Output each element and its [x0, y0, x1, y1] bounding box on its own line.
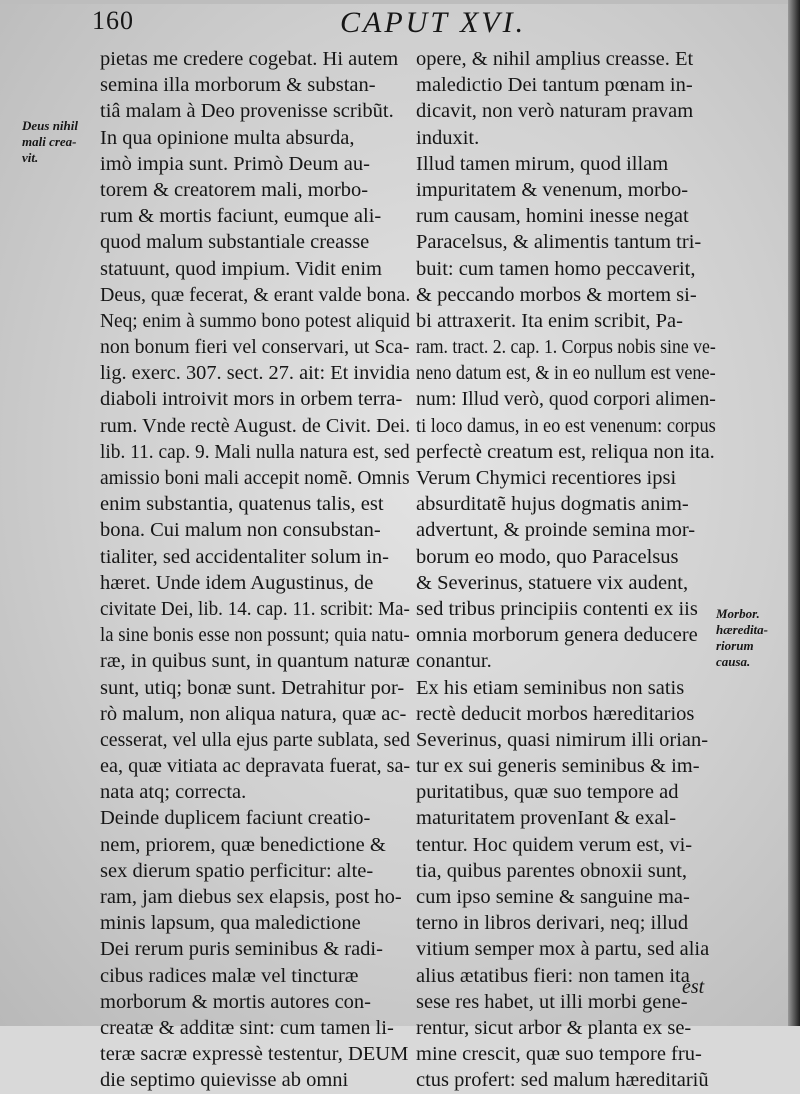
- page-binding-shadow: [788, 0, 800, 1026]
- text-line: tur ex sui generis seminibus & im-: [416, 755, 700, 778]
- catchword: est: [682, 976, 705, 998]
- text-line: ram. tract. 2. cap. 1. Corpus nobis sine ve-: [416, 336, 716, 359]
- text-line: impuritatem & venenum, morbo-: [416, 178, 689, 201]
- text-line: buit: cum tamen homo peccaverit,: [416, 257, 696, 280]
- text-line: Ex his etiam seminibus non satis: [416, 676, 685, 699]
- margin-note-right: [716, 606, 800, 670]
- text-line: puritatibus, quæ suo tempore ad: [416, 781, 679, 804]
- text-line: tia, quibus parentes obnoxii sunt,: [416, 859, 688, 882]
- text-line: cesserat, vel ulla ejus parte sublata, sed: [100, 728, 411, 751]
- text-line: num: Illud verò, quod corpori alimen-: [416, 388, 716, 411]
- text-line: enim substantia, quatenus talis, est: [100, 493, 384, 516]
- text-line: advertunt, & proinde semina mor-: [416, 519, 696, 542]
- page-number: 160: [92, 6, 134, 35]
- left-text-column: [100, 46, 410, 1094]
- text-line: vitium semper mox à partu, sed alia: [416, 938, 710, 961]
- text-line: tialiter, sed accidentaliter solum in-: [100, 545, 389, 568]
- text-line: hæret. Unde idem Augustinus, de: [100, 571, 374, 594]
- text-line: pietas me credere cogebat. Hi autem: [100, 48, 399, 70]
- text-line: omnia morborum genera deducere: [416, 624, 698, 647]
- margin-note-line: mali crea-: [22, 134, 77, 149]
- margin-note-line: vit.: [22, 150, 39, 165]
- text-line: rò malum, non aliqua natura, quæ ac-: [100, 702, 407, 725]
- text-line: la sine bonis esse non possunt; quia natu-: [100, 624, 410, 647]
- page-top-edge: [0, 0, 800, 4]
- text-line: opere, & nihil amplius creasse. Et: [416, 48, 694, 70]
- text-line: maturitatem provenIant & exal-: [416, 807, 677, 830]
- text-line: minis lapsum, qua maledictione: [100, 912, 361, 935]
- text-line: rectè deducit morbos hæreditarios: [416, 702, 695, 725]
- text-line: terno in libros derivari, neq; illud: [416, 912, 689, 935]
- text-line: Neq; enim à summo bono potest aliquid: [100, 309, 410, 332]
- text-line: ti loco damus, in eo est venenum: corpus: [416, 414, 716, 437]
- text-line: bona. Cui malum non consubstan-: [100, 519, 381, 542]
- text-line: Verum Chymici recentiores ipsi: [416, 467, 677, 489]
- text-line: diaboli introivit mors in orbem terra-: [100, 388, 403, 411]
- text-line: tentur. Hoc quidem verum est, vi-: [416, 833, 693, 856]
- text-line: rentur, sicut arbor & planta ex se-: [416, 1016, 692, 1039]
- text-line: Deus, quæ fecerat, & erant valde bona.: [100, 283, 411, 306]
- text-line: ram, jam diebus sex elapsis, post ho-: [100, 886, 402, 908]
- margin-note-line: causa.: [716, 654, 751, 669]
- text-line: rum causam, homini inesse negat: [416, 205, 689, 228]
- text-line: neno datum est, & in eo nullum est vene-: [416, 362, 716, 385]
- text-line: nata atq; correcta.: [100, 781, 247, 804]
- text-line: & Severinus, statuere vix audent,: [416, 571, 689, 594]
- text-line: non bonum fieri vel conservari, ut Sca-: [100, 336, 410, 359]
- margin-note-line: hæredita-: [716, 622, 768, 637]
- text-line: Paracelsus, & alimentis tantum tri-: [416, 231, 702, 254]
- text-line: civitate Dei, lib. 14. cap. 11. scribit: Ma-: [100, 597, 410, 620]
- text-line: teræ sacræ expressè testentur, DEUM: [100, 1043, 409, 1066]
- margin-note-line: riorum: [716, 638, 754, 653]
- text-line: nem, priorem, quæ benedictione &: [100, 833, 386, 856]
- text-line: sese res habet, ut illi morbi gene-: [416, 990, 688, 1013]
- text-line: morborum & mortis autores con-: [100, 990, 372, 1013]
- text-line: sed tribus principiis contenti ex iis: [416, 597, 698, 620]
- text-line: conantur.: [416, 650, 492, 673]
- text-line: ea, quæ vitiata ac depravata fuerat, sa-: [100, 755, 411, 778]
- text-line: rum. Vnde rectè August. de Civit. Dei.: [100, 414, 411, 437]
- text-line: rum & mortis faciunt, eumque ali-: [100, 205, 382, 228]
- text-line: ræ, in quibus sunt, in quantum naturæ: [100, 650, 410, 673]
- running-head: CAPUT XVI.: [340, 6, 527, 39]
- text-line: tiâ malam à Deo provenisse scribũt.: [100, 100, 394, 123]
- text-line: Deinde duplicem faciunt creatio-: [100, 807, 371, 830]
- text-line: statuunt, quod impium. Vidit enim: [100, 257, 382, 280]
- text-line: lig. exerc. 307. sect. 27. ait: Et invidia: [100, 362, 410, 385]
- text-line: & peccando morbos & mortem si-: [416, 283, 697, 306]
- text-line: Dei rerum puris seminibus & radi-: [100, 938, 383, 961]
- text-line: In qua opinione multa absurda,: [100, 126, 355, 149]
- text-line: bi attraxerit. Ita enim scribit, Pa-: [416, 309, 683, 332]
- text-line: dicavit, non verò naturam pravam: [416, 100, 694, 123]
- text-line: die septimo quievisse ab omni: [100, 1069, 349, 1092]
- margin-note-line: Morbor.: [716, 606, 760, 621]
- text-line: sunt, utiq; bonæ sunt. Detrahitur por-: [100, 676, 405, 699]
- text-line: borum eo modo, quo Paracelsus: [416, 545, 679, 568]
- text-line: quod malum substantiale creasse: [100, 231, 370, 254]
- text-line: creatæ & additæ sint: cum tamen li-: [100, 1016, 394, 1039]
- text-line: lib. 11. cap. 9. Mali nulla natura est, sed: [100, 440, 410, 463]
- right-text-column: [416, 46, 716, 1094]
- margin-note-left: [22, 118, 102, 166]
- text-line: absurditatẽ hujus dogmatis anim-: [416, 493, 689, 516]
- text-line: alius ætatibus fieri: non tamen ita: [416, 964, 690, 987]
- text-line: amissio boni mali accepit nomẽ. Omnis: [100, 467, 410, 489]
- text-line: sex dierum spatio perficitur: alte-: [100, 859, 374, 882]
- text-line: semina illa morborum & substan-: [100, 74, 376, 97]
- text-line: torem & creatorem mali, morbo-: [100, 178, 369, 201]
- text-line: Illud tamen mirum, quod illam: [416, 152, 669, 175]
- text-line: imò impia sunt. Primò Deum au-: [100, 152, 370, 175]
- text-line: maledictio Dei tantum pœnam in-: [416, 74, 693, 97]
- text-line: mine crescit, quæ suo tempore fru-: [416, 1043, 702, 1066]
- text-line: induxit.: [416, 126, 480, 149]
- margin-note-line: Deus nihil: [22, 118, 78, 133]
- text-line: cum ipso semine & sanguine ma-: [416, 886, 690, 908]
- text-line: Severinus, quasi nimirum illi orian-: [416, 728, 709, 751]
- text-line: ctus profert: sed malum hæreditariũ: [416, 1069, 709, 1092]
- text-line: cibus radices malæ vel tincturæ: [100, 964, 359, 987]
- text-line: perfectè creatum est, reliqua non ita.: [416, 440, 715, 463]
